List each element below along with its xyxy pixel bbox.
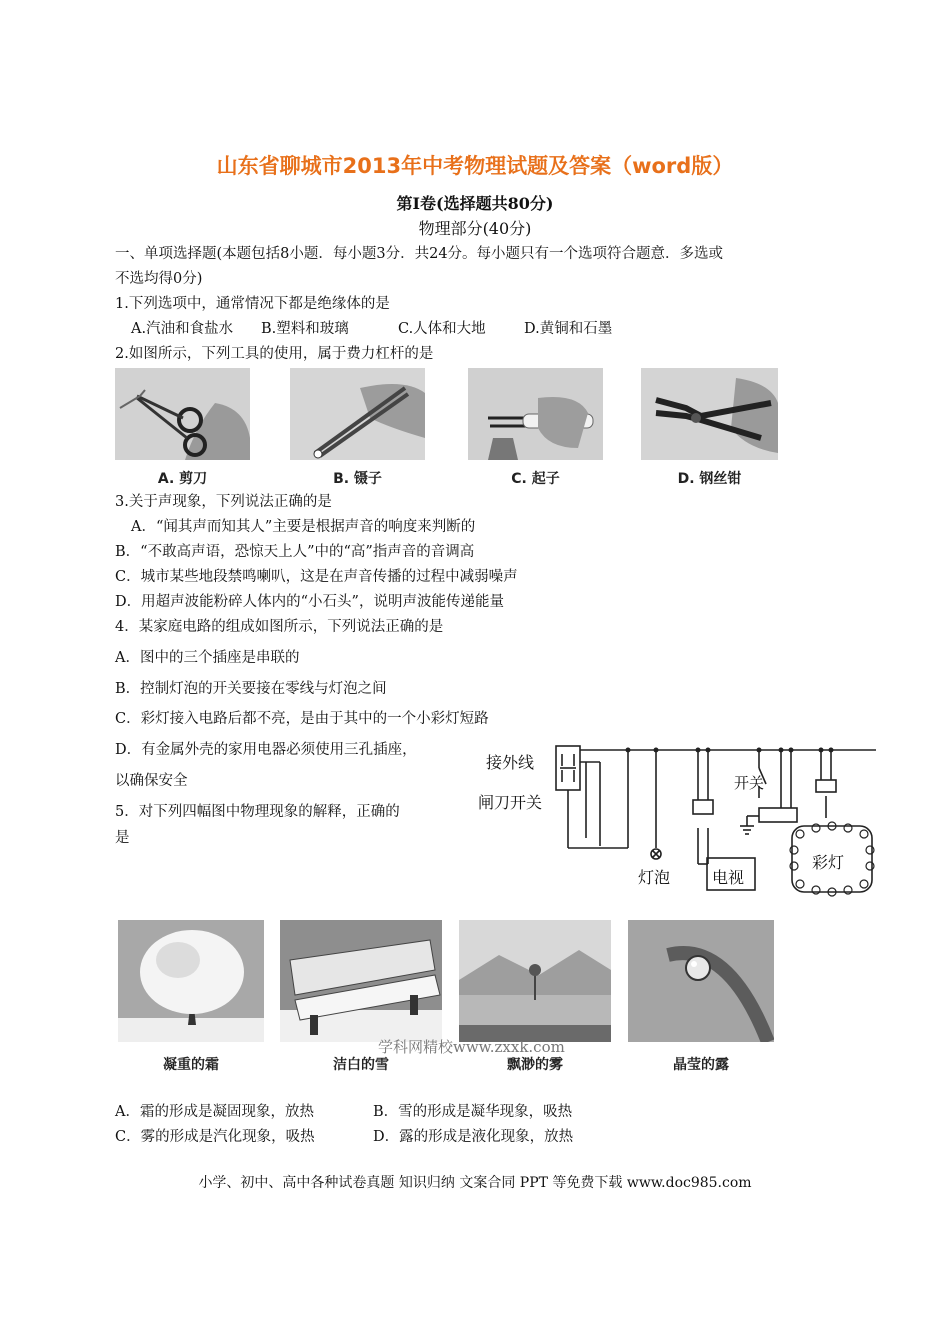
q2-caption-d: D. 钢丝钳: [677, 471, 742, 487]
instructions-line-1: 一、单项选择题(本题包括8小题．每小题3分．共24分。每小题只有一个选项符合题意．多选或: [115, 246, 724, 262]
q3-option-a: A．“闻其声而知其人”主要是根据声音的响度来判断的: [131, 519, 476, 535]
q1-option-b: B.塑料和玻璃: [261, 321, 349, 337]
q5-stem: 5．对下列四幅图中物理现象的解释，正确的: [115, 804, 400, 820]
watermark: 学科网精校www.zxxk.com: [378, 1038, 565, 1056]
page-title: 山东省聊城市2013年中考物理试题及答案（word版）: [216, 154, 734, 178]
volume-heading: 第Ⅰ卷(选择题共80分): [396, 194, 554, 213]
q5-option-a: A．霜的形成是凝固现象，放热: [115, 1104, 314, 1120]
diagram-label-party-lights: 彩灯: [812, 853, 845, 872]
q2-stem: 2.如图所示，下列工具的使用，属于费力杠杆的是: [115, 346, 434, 362]
q1-option-a: A.汽油和食盐水: [131, 321, 234, 337]
q5-option-d: D．露的形成是液化现象，放热: [373, 1129, 574, 1145]
q4-stem: 4．某家庭电路的组成如图所示，下列说法正确的是: [115, 619, 444, 635]
q2-caption-b: B. 镊子: [333, 471, 382, 487]
q4-option-a: A．图中的三个插座是串联的: [115, 650, 300, 666]
diagram-label-incoming-line: 接外线: [486, 753, 535, 772]
q3-option-b: B．“不敢高声语，恐惊天上人”中的“高”指声音的音调高: [115, 544, 475, 560]
q5-caption-dew: 晶莹的露: [673, 1057, 729, 1073]
instructions-line-2: 不选均得0分): [115, 271, 203, 287]
diagram-label-knife-switch: 闸刀开关: [478, 793, 543, 812]
q5-option-b: B．雪的形成是凝华现象，吸热: [373, 1104, 573, 1120]
q3-option-c: C．城市某些地段禁鸣喇叭，这是在声音传播的过程中减弱噪声: [115, 569, 518, 585]
tweezers-image: [290, 368, 425, 460]
q5-option-c: C．雾的形成是汽化现象，吸热: [115, 1129, 315, 1145]
q3-option-d: D．用超声波能粉碎人体内的“小石头”，说明声波能传递能量: [115, 594, 504, 610]
diagram-label-tv: 电视: [712, 868, 745, 887]
q5-caption-frost: 凝重的霜: [163, 1057, 219, 1073]
scissors-image: [115, 368, 250, 460]
q4-option-d-cont: 以确保安全: [115, 773, 188, 789]
diagram-label-switch: 开关: [734, 774, 765, 792]
q4-option-d: D．有金属外壳的家用电器必须使用三孔插座，: [115, 742, 417, 758]
q1-stem: 1.下列选项中，通常情况下都是绝缘体的是: [115, 296, 390, 312]
household-circuit-diagram: [476, 738, 886, 898]
q5-stem-cont: 是: [115, 830, 130, 846]
q2-caption-a: A. 剪刀: [157, 471, 208, 487]
bottle-opener-image: [468, 368, 603, 460]
q3-stem: 3.关于声现象，下列说法正确的是: [115, 494, 332, 510]
pliers-image: [641, 368, 778, 460]
snow-bench-image: [280, 920, 442, 1042]
q1-option-c: C.人体和大地: [398, 321, 486, 337]
q1-option-d: D.黄铜和石墨: [524, 321, 613, 337]
q5-caption-snow: 洁白的雪: [333, 1057, 389, 1073]
frost-image: [118, 920, 264, 1042]
q5-caption-fog: 飘渺的雾: [507, 1057, 563, 1073]
part-heading: 物理部分(40分): [418, 219, 532, 238]
q2-caption-c: C. 起子: [511, 471, 560, 487]
dew-image: [628, 920, 774, 1042]
q4-option-b: B．控制灯泡的开关要接在零线与灯泡之间: [115, 681, 387, 697]
q4-option-c: C．彩灯接入电路后都不亮，是由于其中的一个小彩灯短路: [115, 711, 489, 727]
fog-image: [459, 920, 611, 1042]
footer-banner: 小学、初中、高中各种试卷真题 知识归纳 文案合同 PPT 等免费下载 www.doc985.com: [198, 1175, 752, 1191]
diagram-label-bulb: 灯泡: [638, 868, 671, 887]
